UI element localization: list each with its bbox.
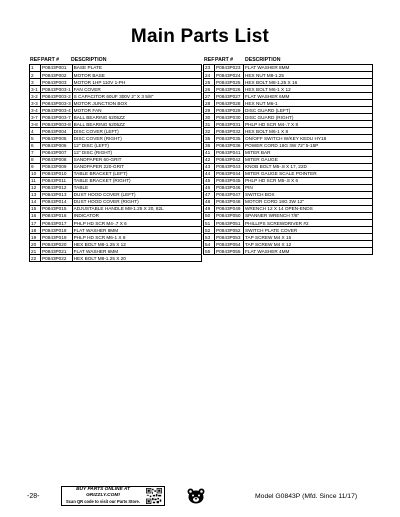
ref-cell: 1 bbox=[30, 65, 41, 72]
description-cell: HEX NUT M8-1.25 bbox=[244, 72, 373, 79]
table-row bbox=[30, 234, 202, 241]
ref-cell: 6 bbox=[30, 142, 41, 149]
part-number-cell: P0843P005 bbox=[41, 135, 73, 142]
table-row bbox=[204, 65, 373, 72]
table-header bbox=[29, 56, 202, 64]
description-cell: 12" DISC (LEFT) bbox=[72, 142, 201, 149]
part-number-cell: P0843P032 bbox=[215, 128, 244, 135]
description-cell: PIN bbox=[244, 184, 373, 191]
ref-cell: 50 bbox=[204, 212, 215, 219]
description-cell: DISC COVER (LEFT) bbox=[72, 128, 201, 135]
ref-cell: 55 bbox=[204, 248, 215, 255]
part-number-cell: P0843P051 bbox=[215, 220, 244, 227]
part-number-cell: P0843P003-8 bbox=[42, 121, 71, 127]
part-number-cell: P0843P045 bbox=[215, 177, 244, 184]
table-row bbox=[30, 198, 202, 205]
part-number-cell: P0843P003 bbox=[41, 79, 73, 86]
table-row bbox=[204, 86, 373, 93]
ref-cell: 16 bbox=[30, 212, 41, 219]
description-cell: DUST HOOD COVER (RIGHT) bbox=[72, 198, 201, 205]
table-row bbox=[30, 241, 202, 248]
description-cell: MOTOR 1HP 110V 1-PH bbox=[72, 79, 201, 86]
description-cell: DISC GUARD (RIGHT) bbox=[244, 114, 373, 121]
grizzly-bear-logo-icon bbox=[187, 488, 205, 504]
description-cell: MITER BAR bbox=[244, 149, 373, 156]
table-row bbox=[30, 248, 202, 255]
ref-cell: 46 bbox=[204, 184, 215, 191]
ref-cell: 51 bbox=[204, 220, 215, 227]
header-description: DESCRIPTION bbox=[245, 57, 281, 63]
description-cell: S CAPACITOR 60UF 300V 2" X 3 5/8" bbox=[72, 93, 201, 100]
description-cell: SPANNER WRENCH 7/8" bbox=[244, 212, 373, 219]
part-number-cell: P0843P049 bbox=[215, 205, 244, 212]
part-number-cell: P0843P011 bbox=[41, 177, 73, 184]
page-number: -28- bbox=[27, 493, 40, 500]
description-cell: DISC GUARD (LEFT) bbox=[244, 107, 373, 114]
table-row bbox=[204, 170, 373, 177]
table-row bbox=[30, 86, 202, 93]
description-cell: TAP SCREW M4 X 15 bbox=[244, 234, 373, 241]
description-cell: PHLP HD SCR M4-.7 X 8 bbox=[244, 121, 373, 128]
description-cell: ON/OFF SWITCH W/KEY KEDU HY18 bbox=[244, 135, 373, 142]
description-cell: HEX NUT M6-1 bbox=[244, 100, 373, 107]
table-row bbox=[30, 100, 202, 107]
description-cell: TABLE bbox=[72, 184, 201, 191]
description-cell: DUST HOOD COVER (LEFT) bbox=[72, 191, 201, 198]
part-number-cell: P0843P003-3 bbox=[42, 100, 71, 106]
description-cell: HEX BOLT M8-1.25 X 16 bbox=[244, 79, 373, 86]
description-cell: SWITCH PLATE COVER bbox=[244, 227, 373, 234]
description-cell: SWITCH BOX bbox=[244, 191, 373, 198]
part-number-cell: P0843P035 bbox=[215, 135, 244, 142]
part-number-cell: P0843P025 bbox=[215, 79, 244, 86]
part-number-cell: P0843P003-7 bbox=[42, 114, 71, 120]
description-cell: MITER GAUGE bbox=[244, 156, 373, 163]
ref-cell: 13 bbox=[30, 191, 41, 198]
part-number-cell: P0843P044 bbox=[215, 170, 244, 177]
part-number-cell: P0843P054 bbox=[215, 241, 244, 248]
part-number-cell: P0843P048 bbox=[215, 198, 244, 205]
parts-table-right bbox=[203, 56, 373, 255]
ref-cell: 3 bbox=[30, 79, 41, 86]
ref-cell: 10 bbox=[30, 170, 41, 177]
ref-cell: 20 bbox=[30, 241, 41, 248]
part-number-cell: P0843P052 bbox=[215, 227, 244, 234]
description-cell: FLAT WASHER 4MM bbox=[244, 248, 373, 255]
table-row bbox=[30, 184, 202, 191]
table-row bbox=[30, 170, 202, 177]
ref-cell: 14 bbox=[30, 198, 41, 205]
ref-cell: 3-2 bbox=[30, 93, 41, 100]
description-cell: WRENCH 12 X 14 OPEN-ENDS bbox=[244, 205, 373, 212]
ref-cell: 30 bbox=[204, 114, 215, 121]
part-number-cell: P0843P030 bbox=[215, 114, 244, 121]
ref-cell: 53 bbox=[204, 234, 215, 241]
part-number-cell: P0843P007 bbox=[41, 149, 73, 156]
ref-cell: 8 bbox=[30, 156, 41, 163]
table-row bbox=[204, 79, 373, 86]
table-row bbox=[204, 142, 373, 149]
header-part: PART # bbox=[215, 57, 234, 63]
table-row bbox=[30, 227, 202, 234]
table-row bbox=[204, 72, 373, 79]
part-number-cell: P0843P006 bbox=[41, 142, 73, 149]
part-number-cell: P0843P008 bbox=[41, 156, 73, 163]
ref-cell: 5 bbox=[30, 135, 41, 142]
table-row bbox=[204, 93, 373, 100]
parts-list-right bbox=[203, 64, 373, 255]
ref-cell: 36 bbox=[204, 142, 215, 149]
description-cell: MOTOR CORD 18G 3W 12" bbox=[244, 198, 373, 205]
ref-cell: 17 bbox=[30, 220, 41, 227]
table-row bbox=[204, 100, 373, 107]
part-number-cell: P0843P024 bbox=[215, 72, 244, 79]
ref-cell: 44 bbox=[204, 170, 215, 177]
header-ref: REF bbox=[204, 57, 215, 63]
table-row bbox=[30, 163, 202, 170]
parts-store-promo bbox=[61, 486, 165, 506]
table-row bbox=[30, 177, 202, 184]
ref-cell: 42 bbox=[204, 156, 215, 163]
table-row bbox=[30, 205, 202, 212]
part-number-cell: P0843P023 bbox=[215, 65, 244, 72]
table-row bbox=[204, 135, 373, 142]
ref-cell: 2 bbox=[30, 72, 41, 79]
table-row bbox=[204, 191, 373, 198]
header-ref: REF bbox=[30, 57, 41, 63]
ref-cell: 12 bbox=[30, 184, 41, 191]
description-cell: HEX BOLT M8-1.25 X 12 bbox=[72, 241, 201, 248]
part-number-cell: P0843P053 bbox=[215, 234, 244, 241]
part-number-cell: P0843P021 bbox=[41, 248, 73, 255]
part-number-cell: P0843P020 bbox=[41, 241, 73, 248]
description-cell: KNOB BOLT M5-.8 X 17, 22D bbox=[244, 163, 373, 170]
table-header bbox=[203, 56, 373, 64]
description-cell: HEX BOLT M6-1 X 12 bbox=[244, 86, 373, 93]
ref-cell: 45 bbox=[204, 177, 215, 184]
description-cell: DISC COVER (RIGHT) bbox=[72, 135, 201, 142]
table-row bbox=[30, 79, 202, 86]
ref-cell: 9 bbox=[30, 163, 41, 170]
description-cell: PHILLIPS SCREWDRIVER #2 bbox=[244, 220, 373, 227]
page-title: Main Parts List bbox=[130, 26, 270, 47]
table-row bbox=[204, 220, 373, 227]
part-number-cell: P0843P004 bbox=[41, 128, 73, 135]
description-cell: HEX BOLT M8-1.25 X 20 bbox=[72, 255, 201, 262]
table-row bbox=[30, 93, 202, 100]
description-cell: TABLE BRACKET (LEFT) bbox=[72, 170, 201, 177]
ref-cell: 32 bbox=[204, 128, 215, 135]
part-number-cell: P0843P042 bbox=[215, 156, 244, 163]
table-row bbox=[204, 128, 373, 135]
table-row bbox=[204, 107, 373, 114]
ref-cell: 25 bbox=[204, 79, 215, 86]
ref-cell: 27 bbox=[204, 93, 215, 100]
ref-cell: 15 bbox=[30, 205, 41, 212]
part-number-cell: P0843P003-4 bbox=[42, 107, 71, 113]
promo-headline: BUY PARTS ONLINE AT GRIZZLY.COM! bbox=[76, 487, 130, 498]
table-row bbox=[30, 191, 202, 198]
table-row bbox=[204, 156, 373, 163]
part-number-cell: P0843P036 bbox=[215, 142, 244, 149]
table-row bbox=[204, 163, 373, 170]
ref-cell: 29 bbox=[204, 107, 215, 114]
part-number-cell: P0843P043 bbox=[215, 163, 244, 170]
part-number-cell: P0843P016 bbox=[41, 212, 73, 219]
description-cell: HEX BOLT M6-1 X 8 bbox=[244, 128, 373, 135]
ref-cell: 35 bbox=[204, 135, 215, 142]
description-cell: POWER CORD 18G 3W 72" 5-15P bbox=[244, 142, 373, 149]
ref-cell: 11 bbox=[30, 177, 41, 184]
ref-cell: 22 bbox=[30, 255, 41, 262]
part-number-cell: P0843P003-1 bbox=[42, 86, 71, 92]
ref-cell: 3-1 bbox=[30, 86, 41, 93]
ref-cell: 7 bbox=[30, 149, 41, 156]
model-info: Model G0843P (Mfd. Since 11/17) bbox=[255, 493, 358, 500]
ref-cell: 48 bbox=[204, 198, 215, 205]
ref-cell: 24 bbox=[204, 72, 215, 79]
ref-cell: 3-3 bbox=[30, 100, 41, 107]
description-cell: INDICATOR bbox=[72, 212, 201, 219]
part-number-cell: P0843P055 bbox=[215, 248, 244, 255]
ref-cell: 28 bbox=[204, 100, 215, 107]
table-row bbox=[204, 205, 373, 212]
table-row bbox=[30, 142, 202, 149]
description-cell: FLAT WASHER 8MM bbox=[72, 227, 201, 234]
table-row bbox=[30, 114, 202, 121]
table-row bbox=[30, 121, 202, 128]
part-number-cell: P0843P001 bbox=[41, 65, 73, 72]
ref-cell: 41 bbox=[204, 149, 215, 156]
part-number-cell: P0843P046 bbox=[215, 184, 244, 191]
ref-cell: 3-7 bbox=[30, 114, 41, 121]
ref-cell: 3-4 bbox=[30, 107, 41, 114]
table-row bbox=[30, 107, 202, 114]
table-row bbox=[204, 212, 373, 219]
table-row bbox=[30, 220, 202, 227]
part-number-cell: P0843P002 bbox=[41, 72, 73, 79]
part-number-cell: P0843P050 bbox=[215, 212, 244, 219]
description-cell: FLAT WASHER 8MM bbox=[244, 65, 373, 72]
description-cell: BALL BEARING 6205ZZ bbox=[72, 114, 201, 121]
ref-cell: 31 bbox=[204, 121, 215, 128]
table-row bbox=[204, 241, 373, 248]
table-row bbox=[204, 234, 373, 241]
table-row bbox=[204, 149, 373, 156]
description-cell: TAP SCREW M4 X 12 bbox=[244, 241, 373, 248]
part-number-cell: P0843P047 bbox=[215, 191, 244, 198]
table-row bbox=[30, 149, 202, 156]
description-cell: PHLP HD SCR M6-1 X 8 bbox=[72, 234, 201, 241]
part-number-cell: P0843P041 bbox=[215, 149, 244, 156]
part-number-cell: P0843P010 bbox=[41, 170, 73, 177]
description-cell: SANDPAPER 60-GRIT bbox=[72, 156, 201, 163]
part-number-cell: P0843P022 bbox=[41, 255, 73, 262]
table-row bbox=[30, 65, 202, 72]
description-cell: MITER GAUGE SCALE POINTER bbox=[244, 170, 373, 177]
promo-subline: Scan QR code to visit our Parts Store. bbox=[66, 499, 140, 504]
part-number-cell: P0843P017 bbox=[41, 220, 73, 227]
description-cell: BASE PLATE bbox=[72, 65, 201, 72]
header-description: DESCRIPTION bbox=[71, 57, 107, 63]
table-row bbox=[30, 135, 202, 142]
part-number-cell: P0843P029 bbox=[215, 107, 244, 114]
ref-cell: 18 bbox=[30, 227, 41, 234]
ref-cell: 43 bbox=[204, 163, 215, 170]
part-number-cell: P0843P019 bbox=[41, 234, 73, 241]
parts-table-left bbox=[29, 56, 202, 262]
description-cell: 12" DISC (RIGHT) bbox=[72, 149, 201, 156]
header-part: PART # bbox=[41, 57, 60, 63]
description-cell: BALL BEARING 6205ZZ bbox=[72, 121, 201, 128]
description-cell: FLAT WASHER 6MM bbox=[72, 248, 201, 255]
ref-cell: 52 bbox=[204, 227, 215, 234]
part-number-cell: P0843P009 bbox=[41, 163, 73, 170]
ref-cell: 4 bbox=[30, 128, 41, 135]
part-number-cell: P0843P014 bbox=[41, 198, 73, 205]
parts-list-left bbox=[29, 64, 202, 262]
ref-cell: 3-8 bbox=[30, 121, 41, 128]
description-cell: MOTOR BASE bbox=[72, 72, 201, 79]
description-cell: FLAT WASHER 6MM bbox=[244, 93, 373, 100]
part-number-cell: P0843P015 bbox=[41, 205, 73, 212]
table-row bbox=[204, 248, 373, 255]
table-row bbox=[204, 198, 373, 205]
ref-cell: 54 bbox=[204, 241, 215, 248]
table-row bbox=[30, 255, 202, 262]
description-cell: SANDPAPER 220-GRIT bbox=[72, 163, 201, 170]
description-cell: ADJUSTABLE HANDLE M8-1.25 X 20, 82L bbox=[72, 205, 201, 212]
table-row bbox=[30, 156, 202, 163]
description-cell: MOTOR JUNCTION BOX bbox=[72, 100, 201, 107]
ref-cell: 23 bbox=[204, 65, 215, 72]
part-number-cell: P0843P003-2 bbox=[42, 93, 71, 99]
description-cell: TABLE BRACKET (RIGHT) bbox=[72, 177, 201, 184]
part-number-cell: P0843P028 bbox=[215, 100, 244, 107]
table-row bbox=[204, 227, 373, 234]
table-row bbox=[204, 114, 373, 121]
table-row bbox=[30, 212, 202, 219]
part-number-cell: P0843P031 bbox=[215, 121, 244, 128]
part-number-cell: P0843P018 bbox=[41, 227, 73, 234]
part-number-cell: P0843P026 bbox=[215, 86, 244, 93]
part-number-cell: P0843P012 bbox=[41, 184, 73, 191]
part-number-cell: P0843P027 bbox=[215, 93, 244, 100]
table-row bbox=[204, 121, 373, 128]
table-row bbox=[30, 128, 202, 135]
ref-cell: 49 bbox=[204, 205, 215, 212]
description-cell: MOTOR FAN bbox=[72, 107, 201, 114]
ref-cell: 47 bbox=[204, 191, 215, 198]
ref-cell: 26 bbox=[204, 86, 215, 93]
table-row bbox=[204, 177, 373, 184]
description-cell: PHLP HD SCR M4-.7 X 6 bbox=[72, 220, 201, 227]
part-number-cell: P0843P013 bbox=[41, 191, 73, 198]
qr-code-icon[interactable] bbox=[146, 488, 162, 504]
table-row bbox=[30, 72, 202, 79]
description-cell: PHLP HD SCR M5-.8 X 6 bbox=[244, 177, 373, 184]
ref-cell: 19 bbox=[30, 234, 41, 241]
description-cell: FAN COVER bbox=[72, 86, 201, 93]
table-row bbox=[204, 184, 373, 191]
ref-cell: 21 bbox=[30, 248, 41, 255]
